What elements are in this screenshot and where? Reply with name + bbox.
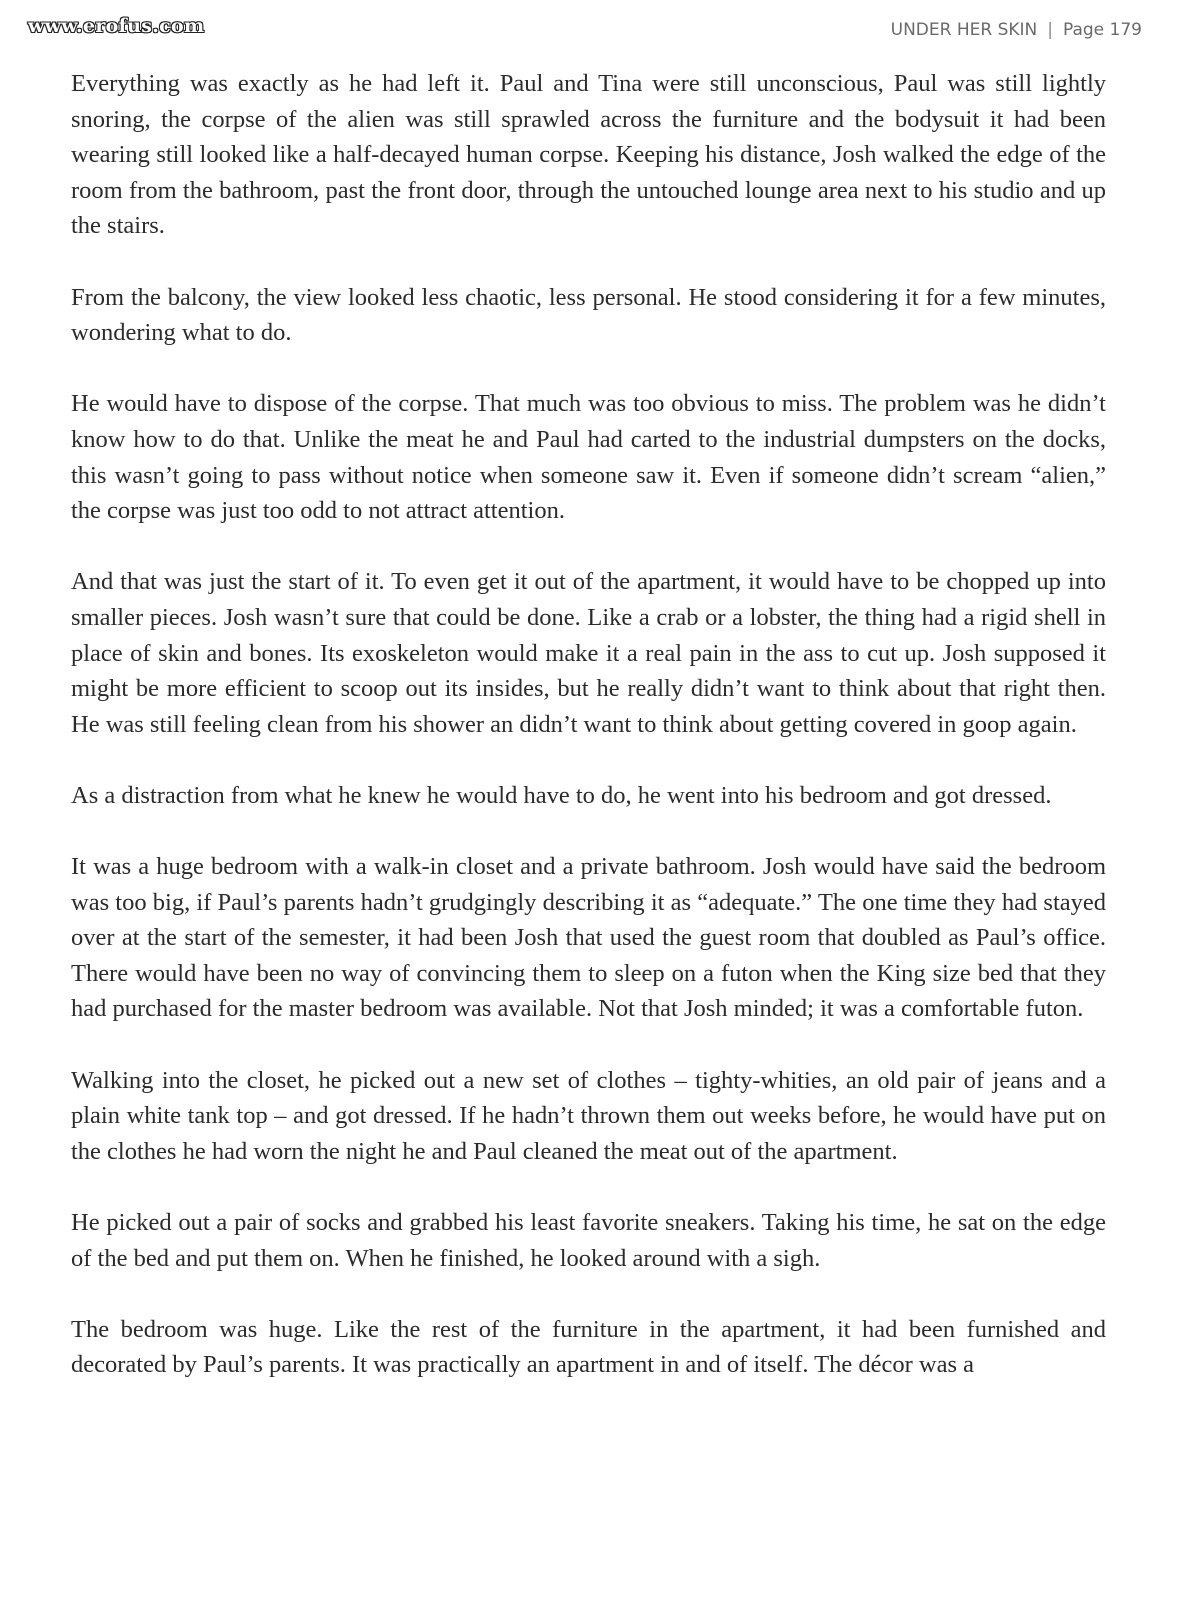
paragraph: And that was just the start of it. To even get it out of the apartment, it would have to be chopped up into smaller pieces. Josh wasn’t sure that could be done. Like a crab or a lobster, the thing had a rigid shell in place of skin and bones. Its exoskeleton would make it a real pain in the ass to cut up. Josh supposed it might be more efficient to scoop out its insides, but he really didn’t want to think about that right then. He was still feeling clean from his shower an didn’t want to think about getting covered in goop again. xyxy=(71,568,1106,738)
paragraph: Walking into the closet, he picked out a new set of clothes – tighty-whities, an old pair of jeans and a plain white tank top – and got dressed. If he hadn’t thrown them out weeks before, he would have put on the clothes he had worn the night he and Paul cleaned the meat out of the apartment. xyxy=(71,1066,1106,1165)
paragraph: It was a huge bedroom with a walk-in closet and a private bathroom. Josh would have said the bedroom was too big, if Paul’s parents hadn’t grudgingly describing it as “adequate.” The one time they had stayed over at the start of the semester, it had been Josh that used the guest room that doubled as Paul’s office. There would have been no way of convincing them to sleep on a futon when the King size bed that they had purchased for the master bedroom was available. Not that Josh minded; it was a comfortable futon. xyxy=(71,853,1106,1023)
paragraph: The bedroom was huge. Like the rest of the furniture in the apartment, it had been furnished and decorated by Paul’s parents. It was practically an apartment in and of itself. The décor was a xyxy=(71,1315,1106,1379)
book-title: UNDER HER SKIN xyxy=(890,20,1038,40)
paragraph: He picked out a pair of socks and grabbed his least favorite sneakers. Taking his time, he sat on the edge of the bed and put them on. When he finished, he looked around with a sigh. xyxy=(71,1209,1106,1272)
paragraph: Everything was exactly as he had left it. Paul and Tina were still unconscious, Paul was still lightly snoring, the corpse of the alien was still sprawled across the furniture and the bodysuit it had been wearing still looked like a half-decayed human corpse. Keeping his distance, Josh walked the edge of the room from the bathroom, past the front door, through the untouched lounge area next to his studio and up the stairs. xyxy=(71,70,1106,240)
page-body xyxy=(71,66,1106,1419)
paragraph: He would have to dispose of the corpse. That much was too obvious to miss. The problem was he didn’t know how to do that. Unlike the meat he and Paul had carted to the industrial dumpsters on the docks, this wasn’t going to pass without notice when someone saw it. Even if someone didn’t scream “alien,” the corpse was just too odd to not attract attention. xyxy=(71,390,1106,525)
header-separator: | xyxy=(1047,20,1053,40)
site-watermark: www.erofus.com xyxy=(28,15,205,37)
paragraph: As a distraction from what he knew he would have to do, he went into his bedroom and got dressed. xyxy=(71,781,1052,809)
page-number: Page 179 xyxy=(1062,20,1142,40)
running-header xyxy=(891,22,1142,39)
paragraph: From the balcony, the view looked less chaotic, less personal. He stood considering it for a few minutes, wondering what to do. xyxy=(71,283,1106,347)
